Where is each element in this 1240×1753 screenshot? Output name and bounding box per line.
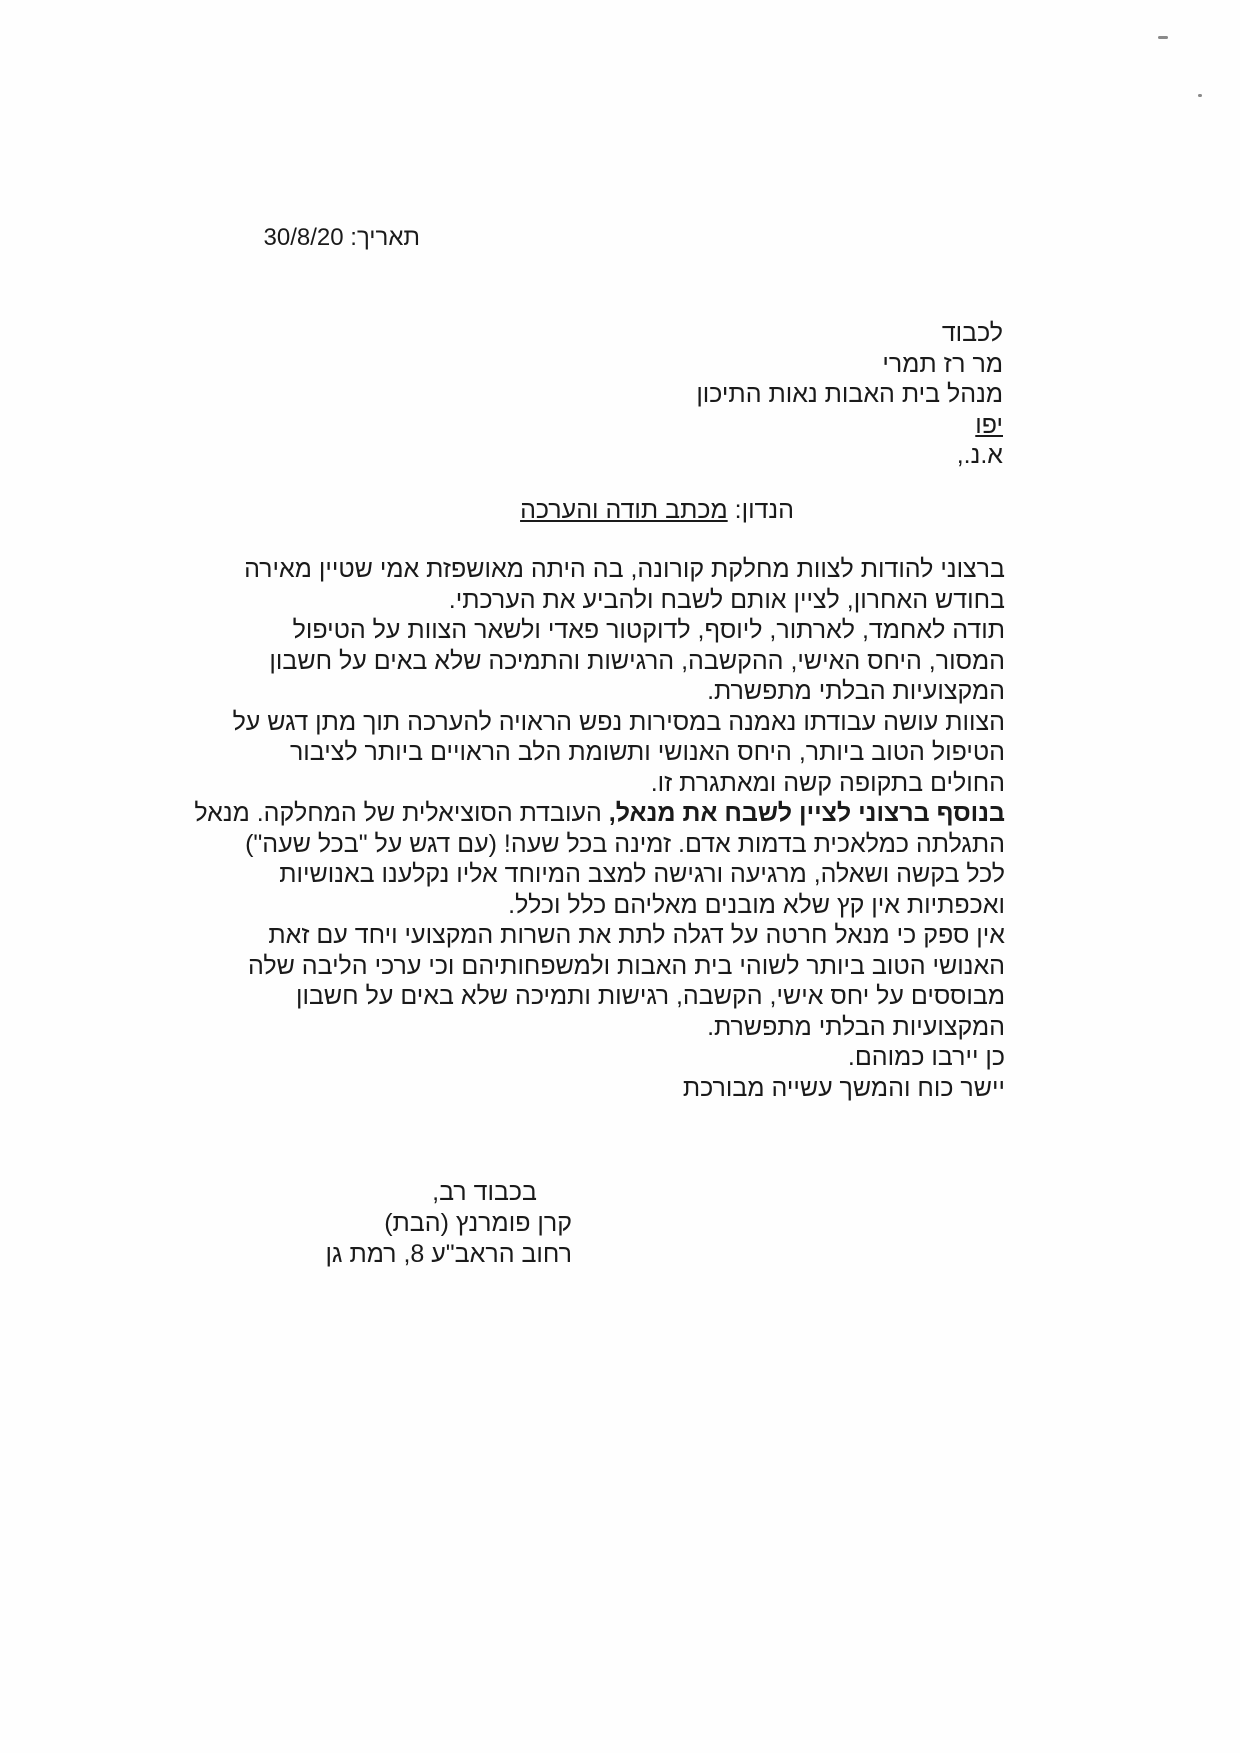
addressee-block — [503, 318, 1003, 471]
addressee-title: מנהל בית האבות נאות התיכון — [696, 380, 1003, 408]
body-line: תודה לאחמד, לארתור, ליוסף, לדוקטור פאדי ולשאר הצוות על הטיפול — [292, 616, 1005, 644]
addressee-name: מר רז תמרי — [882, 349, 1003, 378]
signature-address: רחוב הראב"ע 8, רמת גן — [325, 1240, 572, 1268]
subject-label: הנדון: — [734, 496, 794, 524]
body-line: ואכפתיות אין קץ שלא מובנים מאליהם כלל וכלל. — [508, 890, 1005, 919]
subject-text: מכתב תודה והערכה — [520, 496, 728, 524]
body-line: החולים בתקופה קשה ומאתגרת זו. — [650, 768, 1005, 797]
body-line: הצוות עושה עבודתו נאמנה במסירות נפש הראויה להערכה תוך מתן דגש על — [232, 707, 1005, 736]
letter-body — [194, 554, 1005, 1103]
body-line: המקצועיות הבלתי מתפשרת. — [707, 677, 1005, 705]
letter-date: תאריך: 30/8/20 — [263, 224, 420, 251]
body-line: המסור, היחס האישי, ההקשבה, הרגישות והתמיכה שלא באים על חשבון — [269, 646, 1005, 675]
body-line: ברצוני להודות לצוות מחלקת קורונה, בה היתה מאושפזת אמי שטיין מאירה — [244, 555, 1005, 583]
signature-closing: בכבוד רב, — [432, 1178, 537, 1206]
body-line: מבוססים על יחס אישי, הקשבה, רגישות ותמיכה שלא באים על חשבון — [295, 982, 1005, 1010]
body-line: לכל בקשה ושאלה, מרגיעה ורגישה למצב המיוחד אליו נקלענו באנושיות — [279, 860, 1005, 888]
body-emphasis: בנוסף ברצוני לציין לשבח את מנאל, — [608, 799, 1005, 827]
body-line: בחודש האחרון, לציין אותם לשבח ולהביע את הערכתי. — [448, 585, 1005, 614]
addressee-greeting: א.נ., — [956, 441, 1003, 469]
scan-speck — [1158, 36, 1168, 39]
body-line: הטיפול הטוב ביותר, היחס האנושי ותשומת הלב הראויים ביותר לציבור — [289, 738, 1005, 766]
body-line: כן יירבו כמוהם. — [847, 1043, 1005, 1071]
signature-name: קרן פומרנץ (הבת) — [384, 1209, 572, 1237]
body-line-rest: העובדת הסוציאלית של המחלקה. מנאל — [194, 799, 609, 827]
body-line: התגלתה כמלאכית בדמות אדם. זמינה בכל שעה! (עם דגש על "בכל שעה") — [245, 829, 1005, 858]
body-line: אין ספק כי מנאל חרטה על דגלה לתת את השרות המקצועי ויחד עם זאת — [268, 921, 1005, 949]
body-line: האנושי הטוב ביותר לשוהי בית האבות ולמשפחותיהם וכי ערכי הליבה שלה — [247, 951, 1005, 980]
scan-speck — [1198, 94, 1202, 97]
body-line: המקצועיות הבלתי מתפשרת. — [707, 1012, 1005, 1041]
body-line: יישר כוח והמשך עשייה מבורכת — [682, 1073, 1005, 1102]
addressee-city: יפו — [975, 410, 1003, 439]
body-line — [194, 798, 1005, 829]
addressee-salutation: לכבוד — [941, 319, 1003, 347]
signature-block — [212, 1177, 572, 1270]
subject-line — [294, 496, 794, 525]
